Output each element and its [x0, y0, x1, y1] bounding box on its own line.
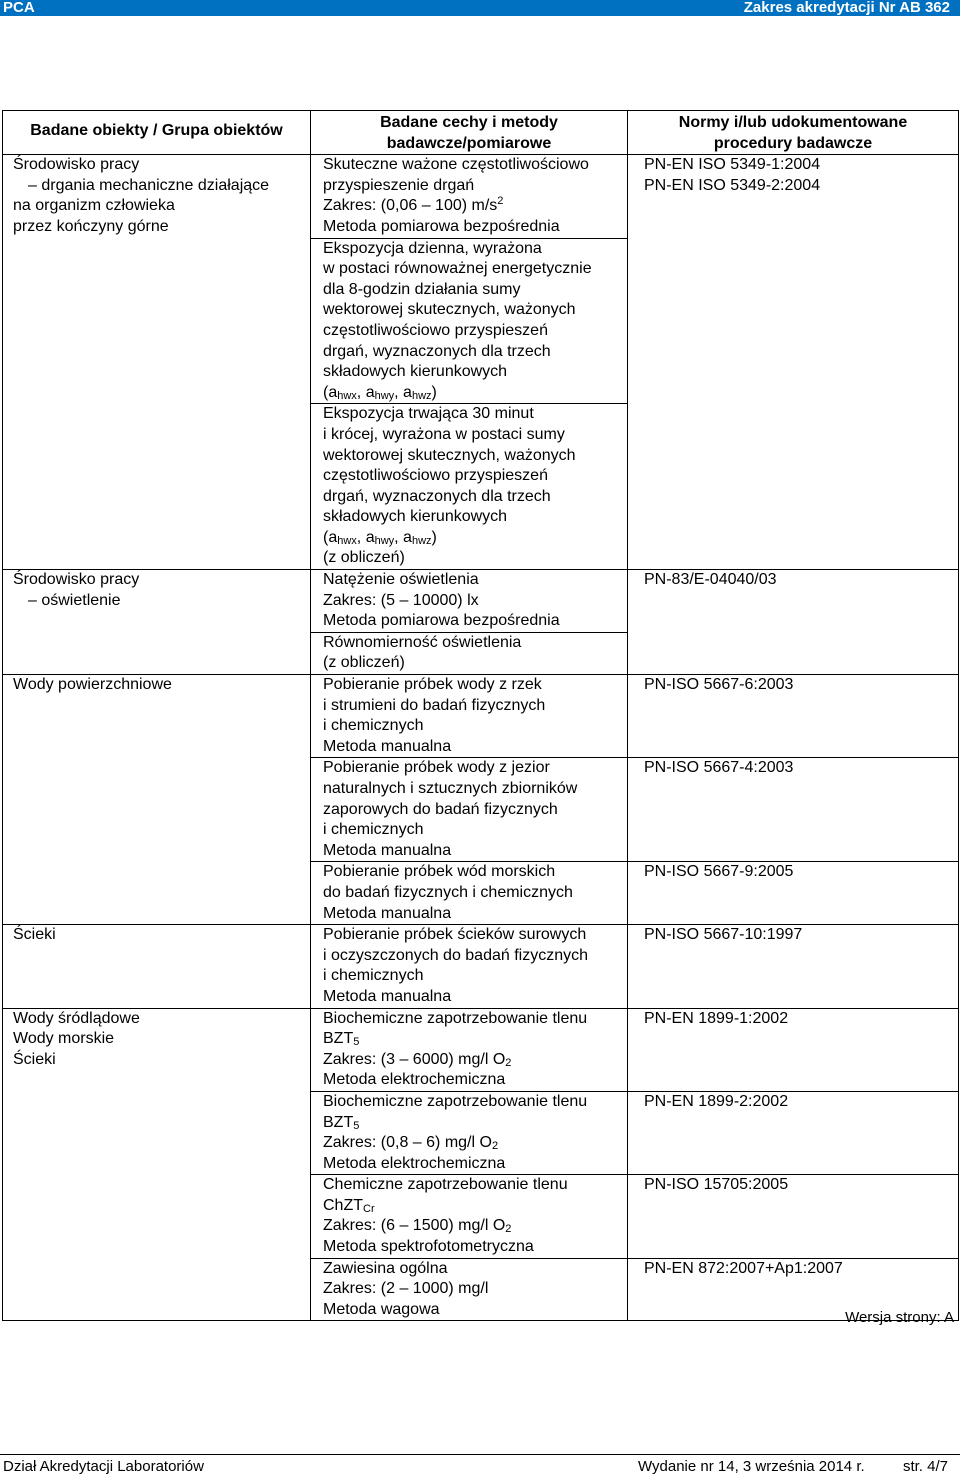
col-header-methods: Badane cechy i metody badawcze/pomiarowe [311, 111, 628, 155]
object-sewage: Ścieki [3, 925, 311, 1008]
table-row [3, 155, 959, 570]
object-surface-waters: Wody powierzchniowe [3, 675, 311, 925]
table-row [3, 570, 959, 675]
header-title: Zakres akredytacji Nr AB 362 [743, 0, 950, 16]
method-cell: Chemiczne zapotrzebowanie tlenu ChZT$_{Cr}$ Zakres: (6 – 1500) mg/l $O_2$ Metoda spektrofotometryczna [311, 1175, 628, 1258]
method-cell: Pobieranie próbek wody z jezior naturalnych i sztucznych zbiorników zaporowych do badań fizycznych i chemicznych Metoda manualna [311, 758, 628, 862]
object-lighting: Środowisko pracy – oświetlenie [3, 570, 311, 675]
standard-cell: PN-EN 1899-1:2002 [628, 1008, 959, 1091]
footer-department: Dział Akredytacji Laboratoriów [3, 1458, 204, 1475]
method-cell: Pobieranie próbek wód morskich do badań fizycznych i chemicznych Metoda manualna [311, 862, 628, 925]
object-vibration: Środowisko pracy – drgania mechaniczne działające na organizm człowieka przez kończyny górne [3, 155, 311, 570]
col-header-standards: Normy i/lub udokumentowane procedury badawcze [628, 111, 959, 155]
method-cell: Zawiesina ogólna Zakres: (2 – 1000) mg/l Metoda wagowa [311, 1258, 628, 1321]
standards-vibration: PN-EN ISO 5349-1:2004 PN-EN ISO 5349-2:2004 [628, 155, 959, 570]
page-version: Wersja strony: A [845, 1309, 954, 1326]
standard-cell: PN-ISO 15705:2005 [628, 1175, 959, 1258]
method-cell: Biochemiczne zapotrzebowanie tlenu $BZT_5$ Zakres: (3 – 6000) mg/l $O_2$ Metoda elektrochemiczna [311, 1008, 628, 1091]
method-block: Skuteczne ważone częstotliwościowo przyspieszenie drgań Zakres: (0,06 – 100) $m/s^2$ Metoda pomiarowa bezpośrednia [323, 156, 589, 235]
table-row [3, 925, 959, 1008]
footer-divider [0, 1454, 960, 1455]
method-block: Ekspozycja trwająca 30 minut i krócej, wyrażona w postaci sumy wektorowej skutecznych, ważonych częstotliwościowo przyspieszeń drgań, wyznaczonych dla trzech składowych kierunkowych ($a_{hwx}$, $a_{hwy}$, $a_{hwz}$) (z obliczeń) [311, 403, 627, 569]
standard-cell: PN-EN 1899-2:2002 [628, 1091, 959, 1174]
standard-cell: PN-EN 872:2007+Ap1:2007 [628, 1258, 959, 1321]
accreditation-table [2, 110, 959, 1321]
standard-cell: PN-ISO 5667-9:2005 [628, 862, 959, 925]
table-header-row [3, 111, 959, 155]
standard-cell: PN-ISO 5667-4:2003 [628, 758, 959, 862]
method-block: Ekspozycja dzienna, wyrażona w postaci równoważnej energetycznie dla 8-godzin działania sumy wektorowej skutecznych, ważonych częstotliwościowo przyspieszeń drgań, wyznaczonych dla trzech składowych kierunkowych ($a_{hwx}$, $a_{hwy}$, $a_{hwz}$) [311, 238, 627, 404]
method-cell: Pobieranie próbek ścieków surowych i oczyszczonych do badań fizycznych i chemicznych Metoda manualna [311, 925, 628, 1008]
method-cell: Biochemiczne zapotrzebowanie tlenu $BZT_5$ Zakres: (0,8 – 6) mg/l $O_2$ Metoda elektrochemiczna [311, 1091, 628, 1174]
footer-page-number: str. 4/7 [902, 1458, 948, 1475]
col-header-objects: Badane obiekty / Grupa obiektów [3, 111, 311, 155]
table-row [3, 675, 959, 758]
methods-vibration [311, 155, 628, 570]
standards-lighting: PN-83/E-04040/03 [628, 570, 959, 675]
methods-lighting [311, 570, 628, 675]
footer-edition: Wydanie nr 14, 3 września 2014 r. [638, 1458, 865, 1475]
standard-cell: PN-ISO 5667-6:2003 [628, 675, 959, 758]
method-cell: Pobieranie próbek wody z rzek i strumieni do badań fizycznych i chemicznych Metoda manualna [311, 675, 628, 758]
object-waters-sewage: Wody śródlądowe Wody morskie Ścieki [3, 1008, 311, 1321]
method-block: Natężenie oświetlenia Zakres: (5 – 10000) lx Metoda pomiarowa bezpośrednia [323, 571, 560, 630]
header-org: PCA [3, 0, 35, 16]
method-block: Równomierność oświetlenia (z obliczeń) [311, 632, 627, 674]
table-row [3, 1008, 959, 1091]
page-header [0, 0, 960, 16]
standard-cell: PN-ISO 5667-10:1997 [628, 925, 959, 1008]
